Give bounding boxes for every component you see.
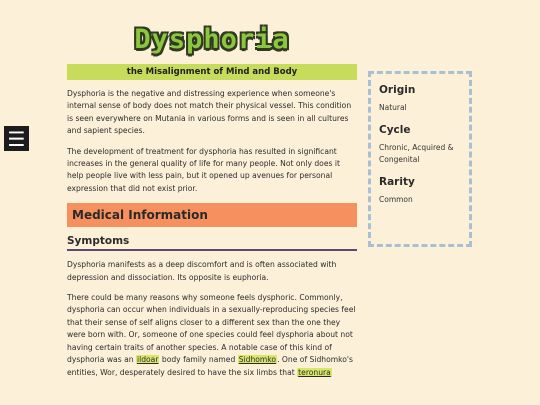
symptoms-paragraph-1: Dysphoria manifests as a deep discomfort and is often associated with depression and dissociation. Its opposite is euphoria. [67,260,337,282]
medical-info-heading: Medical Information [67,203,357,227]
symptoms-text-a: There could be many reasons why someone feels dysphoric. Commonly, dysphoria can occur when individuals in a sexually-reproducing species feel that their sense of self aligns closer to a different sex than the one they were born with. Or, someone of one species could feel dysphoria about not having certain traits of another species. A notable case of this kind of dysphoria was an [67,293,356,365]
page-subtitle: the Misalignment of Mind and Body [67,64,357,80]
link-ildoar[interactable]: ildoar [136,355,159,365]
link-teronura[interactable]: teronura [298,367,331,377]
cycle-label: Cycle [379,124,411,136]
intro-paragraph-1: Dysphoria is the negative and distressing experience when someone's internal sense of body does not match their physical vessel. This condition is seen everywhere on Mutania in various forms and is seen in all cultures and sapient species. [67,89,352,136]
rarity-label: Rarity [379,176,415,188]
menu-icon: ☰ [7,126,26,151]
symptoms-text-b: body family named [161,355,236,365]
main-content [67,88,357,387]
origin-label: Origin [379,84,416,96]
rarity-value: Common [379,195,413,204]
origin-value: Natural [379,103,407,112]
intro-paragraph-2: The development of treatment for dysphoria has resulted in significant increases in the general quality of life for many people. Not only does it help people live with less pain, but it opened up avenues for personal expression that did not exist prior. [67,146,340,193]
page-title: Dysphoria [134,24,290,55]
symptoms-heading: Symptoms [67,235,357,251]
menu-button[interactable] [4,126,29,151]
infobox [368,71,472,247]
symptoms-text-c: . One of Sidhomko's entities, Wor, desperately desired to have the six limbs that [67,355,353,377]
symptoms-paragraph-2 [67,292,357,379]
cycle-value: Chronic, Acquired & Congenital [379,143,454,164]
link-sidhomko[interactable]: Sidhomko [238,355,277,365]
